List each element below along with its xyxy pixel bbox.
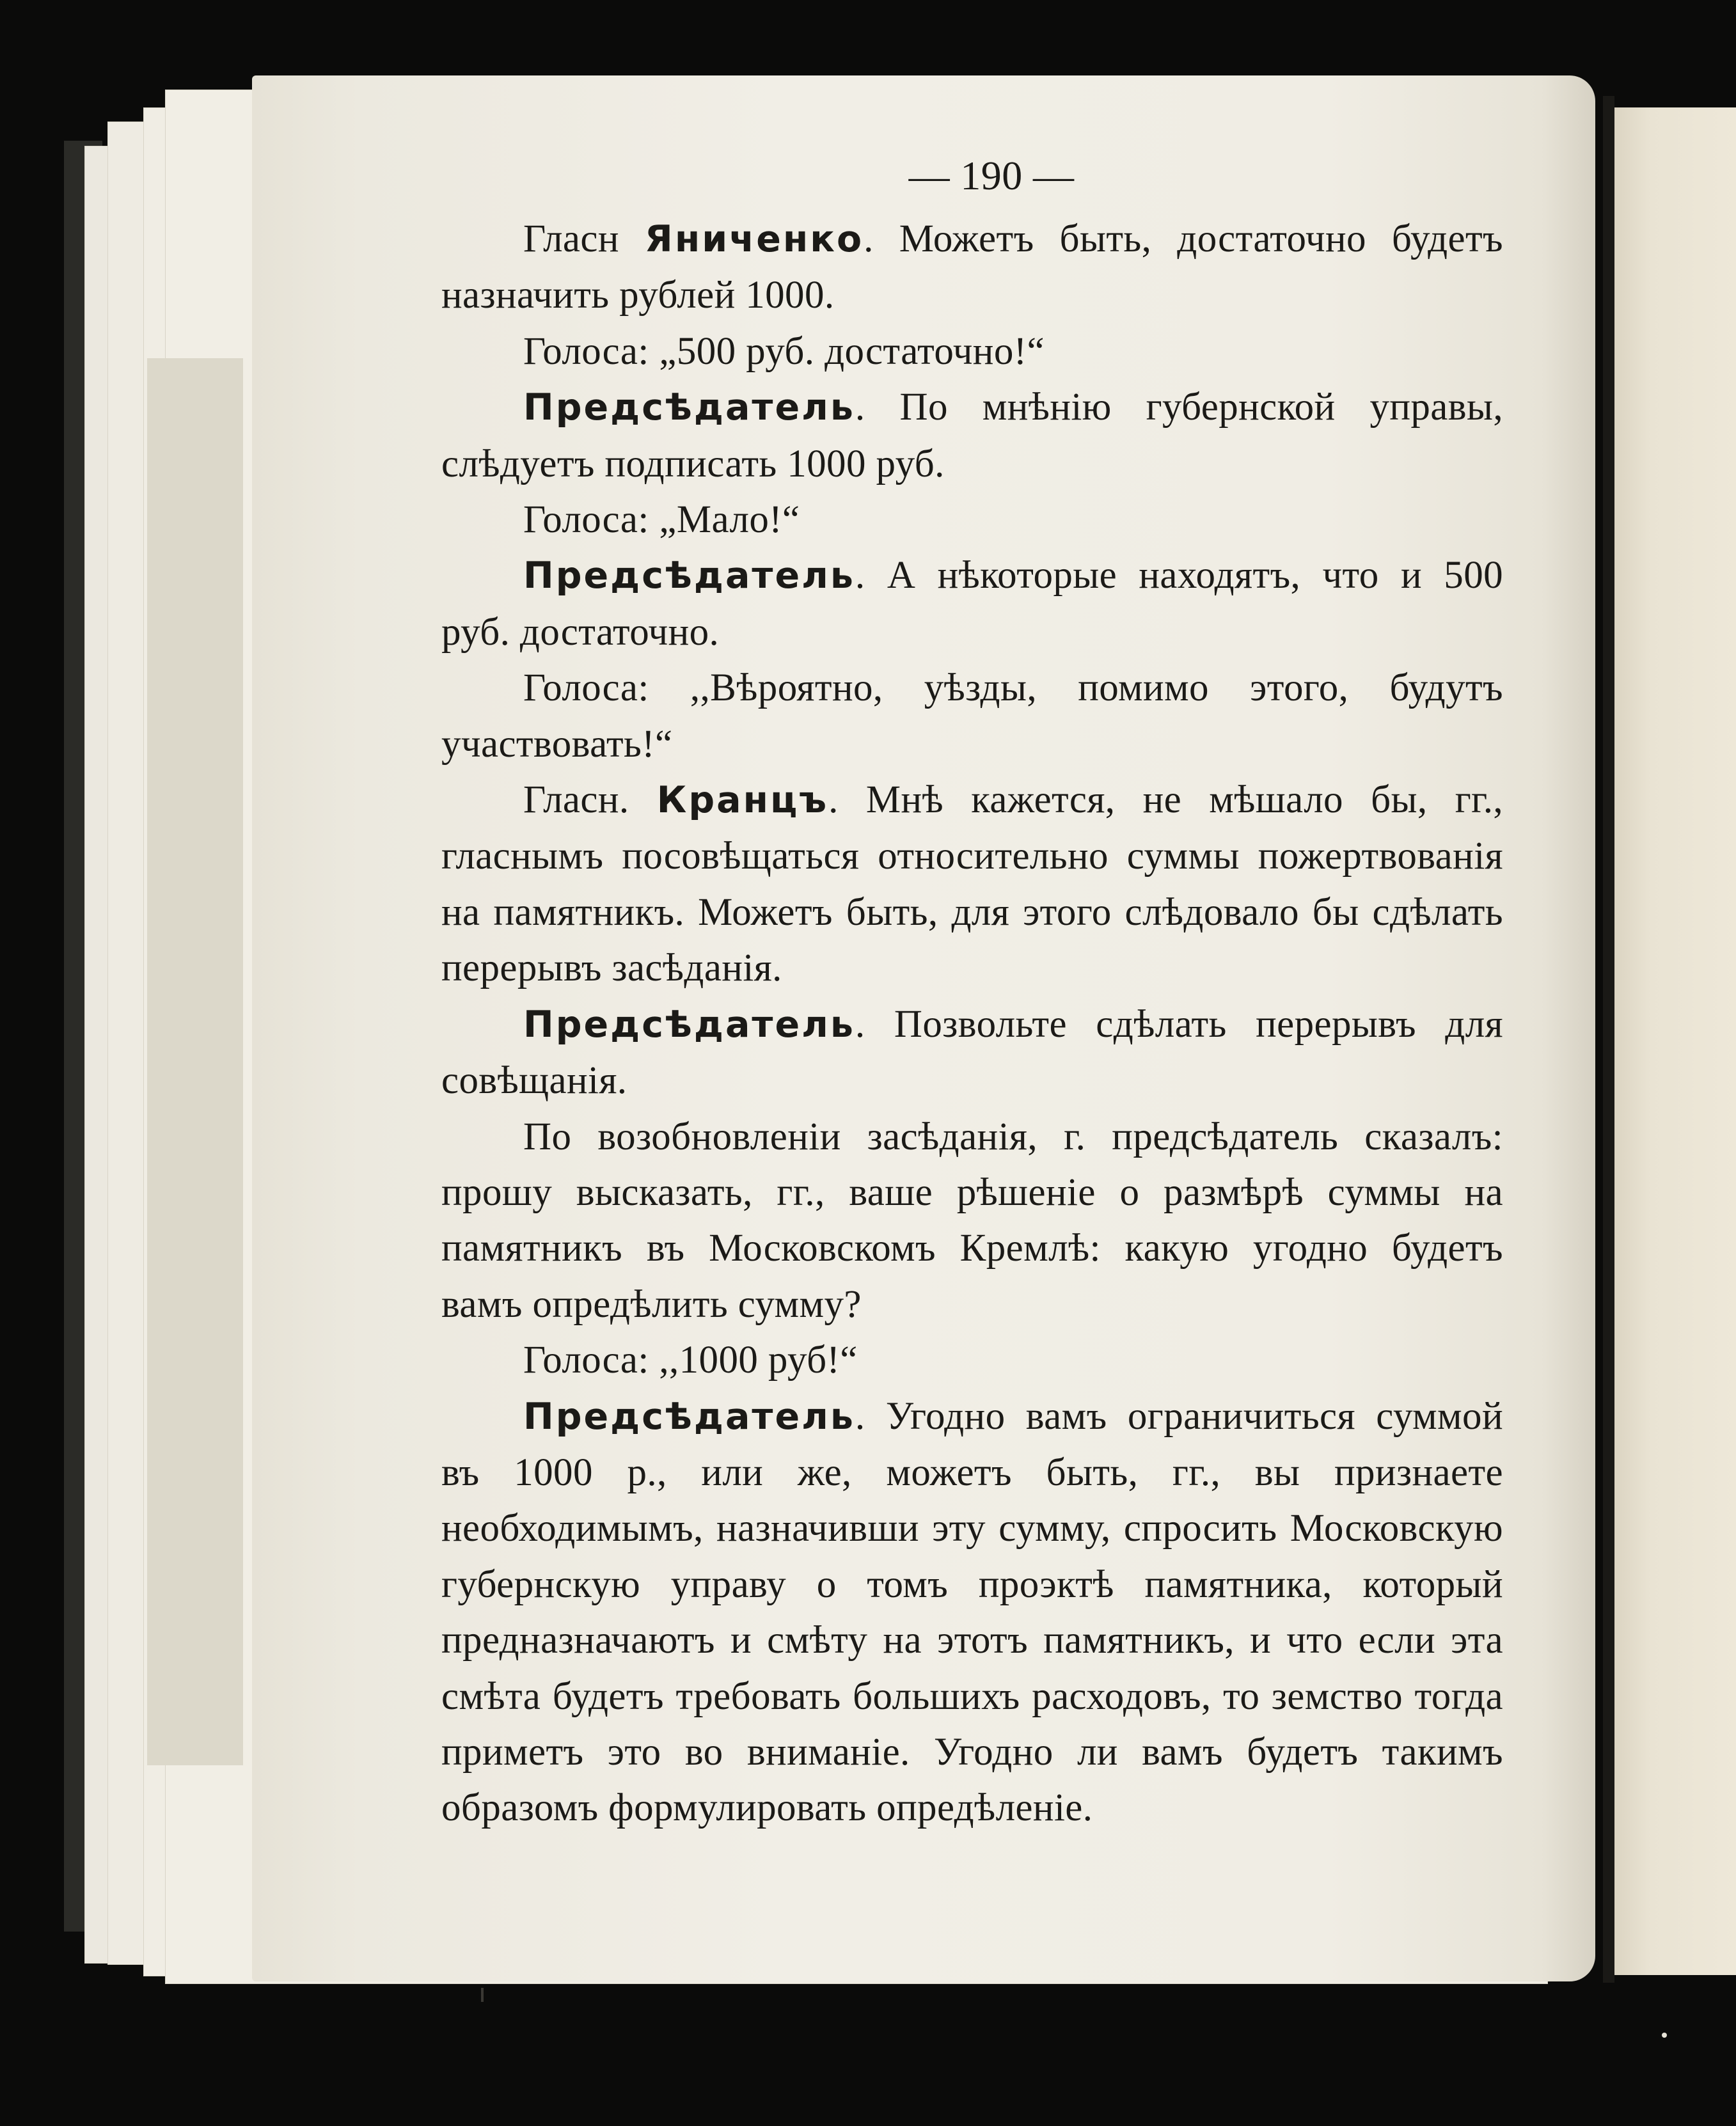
paragraph: Голоса: ,,Вѣроятно, уѣзды, помимо этого, будутъ участвовать!“: [441, 666, 1503, 766]
paragraph: Голоса: „Мало!“: [523, 498, 800, 542]
dust-speck: [1662, 2033, 1667, 2038]
paragraph: Гласн. Кранцъ. Мнѣ кажется, не мѣшало бы, гг., гласнымъ посовѣщаться относительно суммы пожертвованія на памятникъ. Можетъ быть, для этого слѣдовало бы сдѣлать перерывъ засѣданія.: [441, 778, 1503, 990]
page-edge-strip: [147, 358, 243, 1765]
paragraph: Голоса: „500 руб. достаточно!“: [523, 329, 1045, 373]
gutter-shadow: [1603, 96, 1614, 1983]
paragraph: По возобновленіи засѣданія, г. предсѣдатель сказалъ: прошу высказать, гг., ваше рѣшеніе о размѣрѣ суммы на памятникъ въ Московскомъ Кремлѣ: какую угодно будетъ вамъ опредѣлить сумму?: [441, 1115, 1503, 1326]
paragraph: Предсѣдатель. А нѣкоторые находятъ, что и 500 руб. достаточно.: [441, 554, 1503, 654]
page-number: — 190 —: [908, 153, 1075, 198]
speaker-name: Предсѣдатель: [523, 1395, 855, 1438]
ink-mark: [481, 1988, 484, 2002]
paragraph: Гласн Яниченко. Можетъ быть, достаточно будетъ назначить рублей 1000.: [441, 217, 1503, 317]
speaker-name: Предсѣдатель: [523, 386, 855, 429]
paragraph: Предсѣдатель. По мнѣнію губернской управы, слѣдуетъ подписать 1000 руб.: [441, 386, 1503, 485]
paragraph: Голоса: ,,1000 руб!“: [523, 1339, 858, 1382]
speaker-name: Кранцъ: [656, 779, 829, 822]
facing-page-edge: [1604, 107, 1736, 1975]
speaker-name: Предсѣдатель: [523, 1003, 855, 1046]
paragraph: Предсѣдатель. Угодно вамъ ограничиться суммой въ 1000 р., или же, можетъ быть, гг., вы признаете необходимымъ, назначивши эту сумму, спросить Московскую губернскую управу о томъ проэктѣ памятника, который предназначаютъ и смѣту на этотъ памятникъ, и что если эта смѣта будетъ требовать большихъ расходовъ, то земство тогда приметъ это во вниманіе. Угодно ли вамъ будетъ такимъ образомъ формулировать опредѣленіе.: [441, 1394, 1503, 1830]
speaker-name: Яниченко: [644, 218, 864, 260]
page-text: [441, 141, 1503, 1836]
speaker-name: Предсѣдатель: [523, 555, 855, 597]
paragraph: Предсѣдатель. Позвольте сдѣлать перерывъ для совѣщанія.: [441, 1002, 1503, 1103]
